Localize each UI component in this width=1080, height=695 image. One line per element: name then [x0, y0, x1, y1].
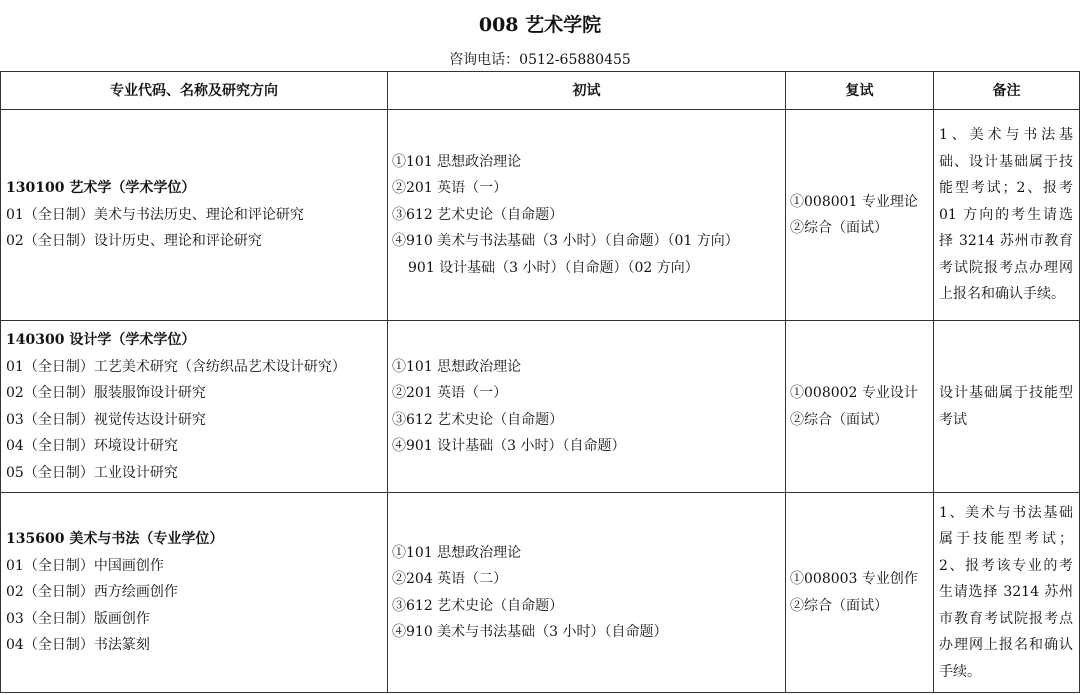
contact-phone: 咨询电话：0512-65880455	[449, 52, 631, 68]
note-cell: 1、美术与书法基础、设计基础属于技能型考试；2、报考 01 方向的考生请选择 3214 苏州市教育考试院报考点办理网上报名和确认手续。	[934, 110, 1080, 321]
prelim-subject: ①101 思想政治理论	[392, 153, 522, 170]
major-direction: 02（全日制）西方绘画创作	[6, 584, 178, 601]
header-retest: 复试	[786, 72, 934, 110]
prelim-subject: ①101 思想政治理论	[392, 544, 522, 561]
major-direction: 05（全日制）工业设计研究	[6, 464, 178, 481]
prelim-cell	[388, 110, 786, 321]
program-table	[0, 71, 1080, 693]
header-prelim: 初试	[388, 72, 786, 110]
table-row	[1, 493, 1080, 693]
major-heading: 130100 艺术学（学术学位）	[6, 180, 196, 197]
prelim-subject: ④910 美术与书法基础（3 小时）（自命题）（01 方向）	[392, 233, 739, 250]
major-direction: 04（全日制）书法篆刻	[6, 637, 150, 654]
prelim-subject: 901 设计基础（3 小时）（自命题）（02 方向）	[408, 259, 699, 276]
retest-item: ①008001 专业理论	[790, 193, 918, 210]
prelim-subject: ④910 美术与书法基础（3 小时）（自命题）	[392, 624, 668, 640]
retest-item: ②综合（面试）	[790, 220, 888, 236]
prelim-cell	[388, 493, 786, 693]
major-cell	[1, 321, 388, 493]
prelim-subject: ④901 设计基础（3 小时）（自命题）	[392, 438, 626, 454]
page-title: 008 艺术学院	[478, 14, 602, 36]
retest-cell	[786, 110, 934, 321]
major-cell	[1, 493, 388, 693]
retest-item: ①008003 专业创作	[790, 571, 918, 587]
header-note: 备注	[934, 72, 1080, 110]
prelim-subject: ③612 艺术史论（自命题）	[392, 206, 564, 223]
retest-cell	[786, 493, 934, 693]
prelim-subject: ②201 英语（一）	[392, 180, 508, 197]
major-direction: 01（全日制）工艺美术研究（含纺织品艺术设计研究）	[6, 358, 346, 375]
major-direction: 02（全日制）设计历史、理论和评论研究	[6, 233, 262, 250]
table-row	[1, 110, 1080, 321]
prelim-subject: ②204 英语（二）	[392, 571, 508, 587]
retest-item: ②综合（面试）	[790, 597, 888, 614]
major-direction: 01（全日制）中国画创作	[6, 557, 164, 574]
major-heading: 135600 美术与书法（专业学位）	[6, 531, 224, 548]
retest-item: ①008002 专业设计	[790, 385, 918, 401]
major-direction: 04（全日制）环境设计研究	[6, 438, 178, 454]
major-direction: 03（全日制）版画创作	[6, 610, 150, 627]
major-heading: 140300 设计学（学术学位）	[6, 332, 196, 348]
major-direction: 03（全日制）视觉传达设计研究	[6, 411, 206, 428]
header-major: 专业代码、名称及研究方向	[1, 72, 388, 110]
major-direction: 01（全日制）美术与书法历史、理论和评论研究	[6, 206, 304, 223]
prelim-subject: ③612 艺术史论（自命题）	[392, 597, 564, 614]
retest-cell	[786, 321, 934, 493]
note-cell: 设计基础属于技能型考试	[934, 321, 1080, 493]
major-cell	[1, 110, 388, 321]
prelim-subject: ①101 思想政治理论	[392, 358, 522, 375]
note-cell: 1、美术与书法基础属于技能型考试；2、报考该专业的考生请选择 3214 苏州市教育考试院报考点办理网上报名和确认手续。	[934, 493, 1080, 693]
prelim-subject: ②201 英语（一）	[392, 385, 508, 401]
prelim-subject: ③612 艺术史论（自命题）	[392, 411, 564, 428]
table-row	[1, 321, 1080, 493]
retest-item: ②综合（面试）	[790, 411, 888, 428]
table-header-row	[1, 72, 1080, 110]
prelim-cell	[388, 321, 786, 493]
major-direction: 02（全日制）服装服饰设计研究	[6, 385, 206, 401]
